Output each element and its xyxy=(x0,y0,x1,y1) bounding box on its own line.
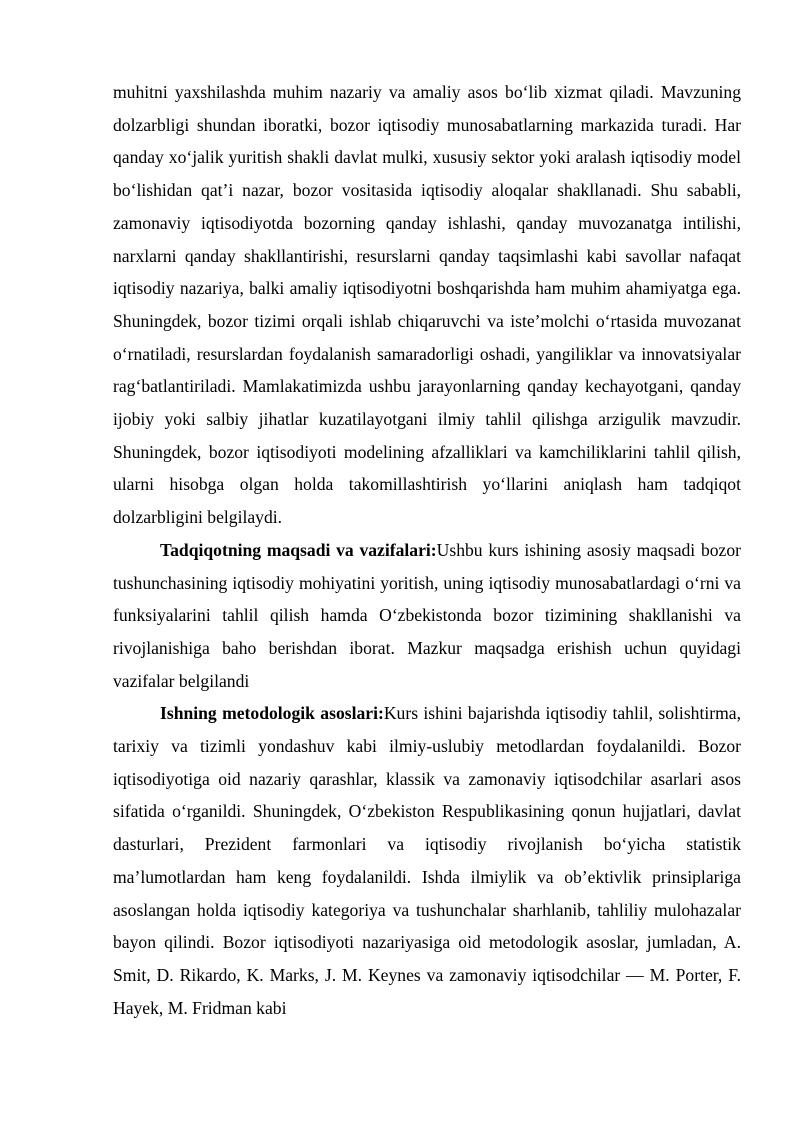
paragraph-relevance xyxy=(113,76,741,534)
paragraph-methodology xyxy=(113,697,741,1024)
paragraph-goals xyxy=(113,534,741,698)
paragraph-text: Ushbu kurs ishining asosiy maqsadi bozor tushunchasining iqtisodiy mohiyatini yoritish, uning iqtisodiy munosabatlardagi o‘rni va funksiyalarini tahlil qilish hamda O‘zbekistonda bozor tizimining shakllanishi va rivojlanishiga baho berishdan iborat. Mazkur maqsadga erishish uchun quyidagi vazifalar belgilandi xyxy=(113,539,742,691)
document-page xyxy=(113,76,741,1024)
section-heading-goals: Tadqiqotning maqsadi va vazifalari: xyxy=(160,539,437,560)
paragraph-text: Kurs ishini bajarishda iqtisodiy tahlil, solishtirma, tarixiy va tizimli yondashuv kabi ilmiy-uslubiy metodlardan foydalanildi. Bozor iqtisodiyotiga oid nazariy qarashlar, klassik va zamonaviy iqtisodchilar asarlari asos sifatida o‘rganildi. Shuningdek, O‘zbekiston Respublikasining qonun hujjatlari, davlat dasturlari, Prezident farmonlari va iqtisodiy rivojlanish bo‘yicha statistik ma’lumotlardan ham keng foydalanildi. Ishda ilmiylik va ob’ektivlik prinsiplariga asoslangan holda iqtisodiy kategoriya va tushunchalar sharhlanib, tahliliy mulohazalar bayon qilindi. Bozor iqtisodiyoti nazariyasiga oid metodologik asoslar, jumladan, A. Smit, D. Rikardo, K. Marks, J. M. Keynes va zamonaviy iqtisodchilar — M. Porter, F. Hayek, M. Fridman kabi xyxy=(113,703,741,1018)
paragraph-text: muhitni yaxshilashda muhim nazariy va amaliy asos bo‘lib xizmat qiladi. Mavzuning dolzarbligi shundan iboratki, bozor iqtisodiy munosabatlarning markazida turadi. Har qanday xo‘jalik yuritish shakli davlat mulki, xususiy sektor yoki aralash iqtisodiy model bo‘lishidan qat’i nazar, bozor vositasida iqtisodiy aloqalar shakllanadi. Shu sababli, zamonaviy iqtisodiyotda bozorning qanday ishlashi, qanday muvozanatga intilishi, narxlarni qanday shakllantirishi, resurslarni qanday taqsimlashi kabi savollar nafaqat iqtisodiy nazariya, balki amaliy iqtisodiyotni boshqarishda ham muhim ahamiyatga ega. Shuningdek, bozor tizimi orqali ishlab chiqaruvchi va iste’molchi o‘rtasida muvozanat o‘rnatiladi, resurslardan foydalanish samaradorligi oshadi, yangiliklar va innovatsiyalar rag‘batlantiriladi. Mamlakatimizda ushbu jarayonlarning qanday kechayotgani, qanday ijobiy yoki salbiy jihatlar kuzatilayotgani ilmiy tahlil qilishga arzigulik mavzudir. Shuningdek, bozor iqtisodiyoti modelining afzalliklari va kamchiliklarini tahlil qilish, ularni hisobga olgan holda takomillashtirish yo‘llarini aniqlash ham tadqiqot dolzarbligini belgilaydi. xyxy=(113,82,741,528)
section-heading-methodology: Ishning metodologik asoslari: xyxy=(160,703,384,724)
